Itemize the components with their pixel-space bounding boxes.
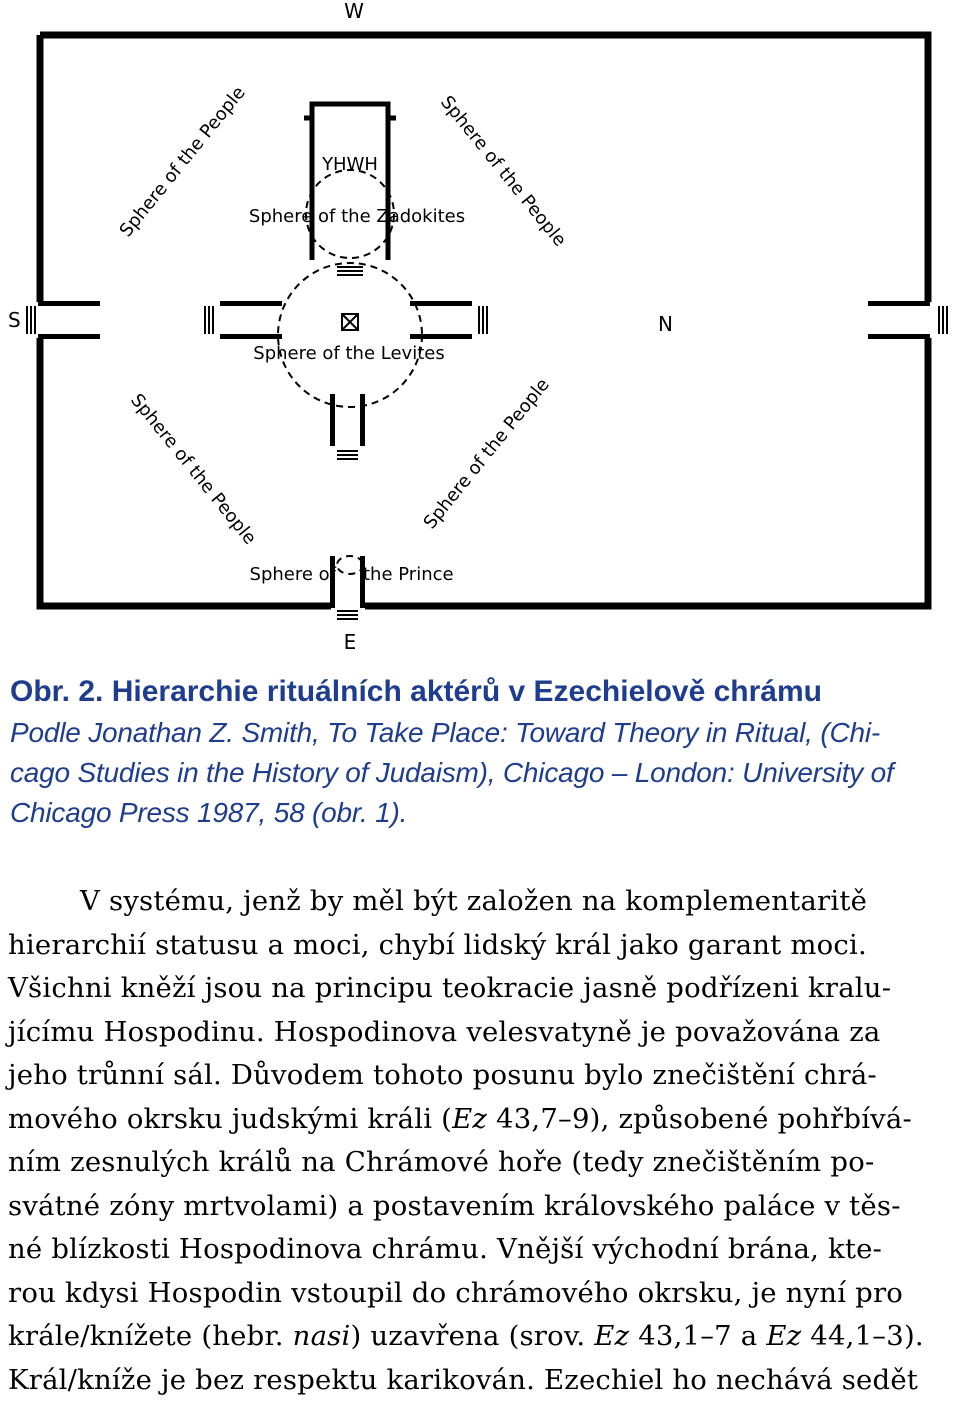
east-label: E [343,630,357,654]
body-text-run: 43,7–9), způsobené pohřbívá- [487,1102,913,1135]
body-line: hierarchií statusu a moci, chybí lidský král jako garant moci. [8,928,867,961]
figure-caption-source [10,713,950,833]
zadokites-label: Sphere of the Zadokites [248,206,466,227]
book-abbreviation: Ez [452,1102,488,1135]
west-label: W [344,0,364,23]
levites-label: Sphere of the Levites [253,343,445,364]
body-line [8,1098,952,1142]
temple-hierarchy-diagram [0,0,960,660]
hebrew-term: nasi [292,1320,351,1352]
body-text-run: 43,1–7 a [629,1320,767,1352]
body-line: V systému, jenž by měl být založen na komplementaritě [80,885,868,917]
figure-caption-title: Obr. 2. Hierarchie rituálních aktérů v Ezechielově chrámu [10,675,822,708]
sphere-boundaries [278,170,422,574]
outer-wall-gaps [36,302,934,338]
body-text-run: mového okrsku judskými králi ( [8,1102,453,1135]
body-line [8,1315,952,1359]
prince-label-start: Sphere of [249,564,336,585]
body-paragraph [8,880,952,1402]
book-abbreviation: Ez [766,1320,802,1352]
inner-south-gate [204,301,282,339]
book-abbreviation: Ez [594,1320,630,1352]
sanctuary-steps [337,266,363,276]
body-line: Král/kníže je bez respektu karikován. Ezechiel ho nechává sedět [8,1363,919,1396]
body-text-run: 44,1–3). [801,1320,924,1352]
caption-source-line: cago Studies in the History of Judaism), Chicago – London: University of [10,757,894,788]
north-label: N [658,312,673,336]
people-label-ne: Sphere of the People [436,91,571,251]
people-label-se: Sphere of the People [419,374,554,534]
caption-source-line: Podle Jonathan Z. Smith, To Take Place: Toward Theory in Ritual, (Chi- [10,717,880,748]
people-label-sw: Sphere of the People [126,389,261,549]
caption-source-line: Chicago Press 1987, 58 (obr. 1). [10,797,408,828]
body-line: svátné zóny mrtvolami) a postavením královského paláce v těs- [8,1189,901,1222]
inner-east-gate [330,394,365,460]
body-text-run: ) uzavřena (srov. [350,1320,595,1352]
body-line: jeho trůnní sál. Důvodem tohoto posunu bylo znečištění chrá- [8,1059,877,1091]
body-line: ním zesnulých králů na Chrámové hoře (tedy znečištěním po- [8,1146,875,1178]
body-line: né blízkosti Hospodinova chrámu. Vnější východní brána, kte- [8,1233,883,1265]
people-label-nw: Sphere of the People [115,82,250,242]
south-label: S [8,308,21,332]
altar-icon [342,314,358,330]
sanctuary-building [304,104,396,260]
body-line: Všichni kněží jsou na principu teokracie jasně podřízeni kralu- [8,972,892,1004]
body-text-run: krále/knížete (hebr. [8,1320,293,1352]
prince-label-end: the Prince [363,564,454,585]
body-line: jícímu Hospodinu. Hospodinova velesvatyně je považována za [8,1015,881,1048]
body-line: rou kdysi Hospodin vstoupil do chrámového okrsku, je nyní pro [8,1276,904,1309]
north-gate [868,301,948,339]
yhwh-label: YHWH [322,154,378,175]
